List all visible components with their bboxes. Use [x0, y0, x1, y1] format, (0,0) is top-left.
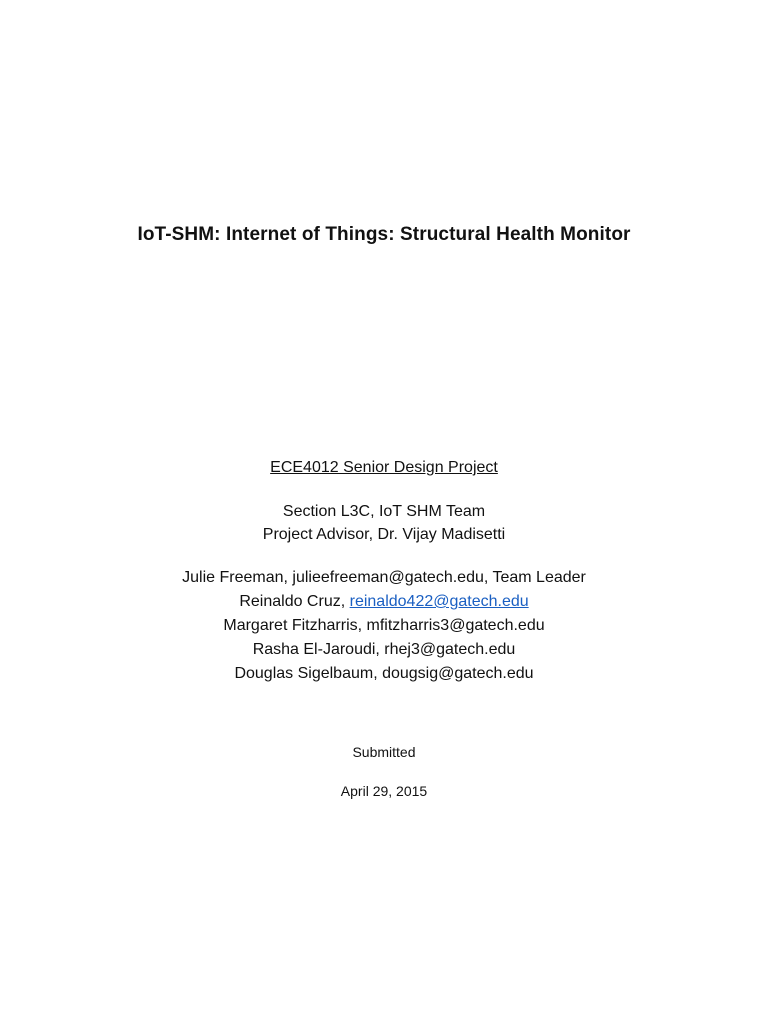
member-line: Margaret Fitzharris, mfitzharris3@gatech.edu: [223, 617, 545, 634]
section-line: Section L3C, IoT SHM Team: [282, 503, 486, 520]
member-line: Rasha El-Jaroudi, rhej3@gatech.edu: [252, 641, 516, 658]
advisor-line: Project Advisor, Dr. Vijay Madisetti: [262, 526, 506, 543]
course-heading: ECE4012 Senior Design Project: [270, 459, 498, 476]
document-title: IoT-SHM: Internet of Things: Structural Health Monitor: [137, 224, 631, 245]
submitted-label: Submitted: [352, 744, 416, 760]
member-name: Reinaldo Cruz,: [239, 593, 350, 610]
submission-date: April 29, 2015: [340, 783, 428, 799]
member-line-with-link: [0, 593, 768, 611]
member-email-link[interactable]: reinaldo422@gatech.edu: [349, 593, 529, 610]
member-line-team-leader: Julie Freeman, julieefreeman@gatech.edu, Team Leader: [182, 569, 586, 586]
member-line: Douglas Sigelbaum, dougsig@gatech.edu: [234, 665, 534, 682]
